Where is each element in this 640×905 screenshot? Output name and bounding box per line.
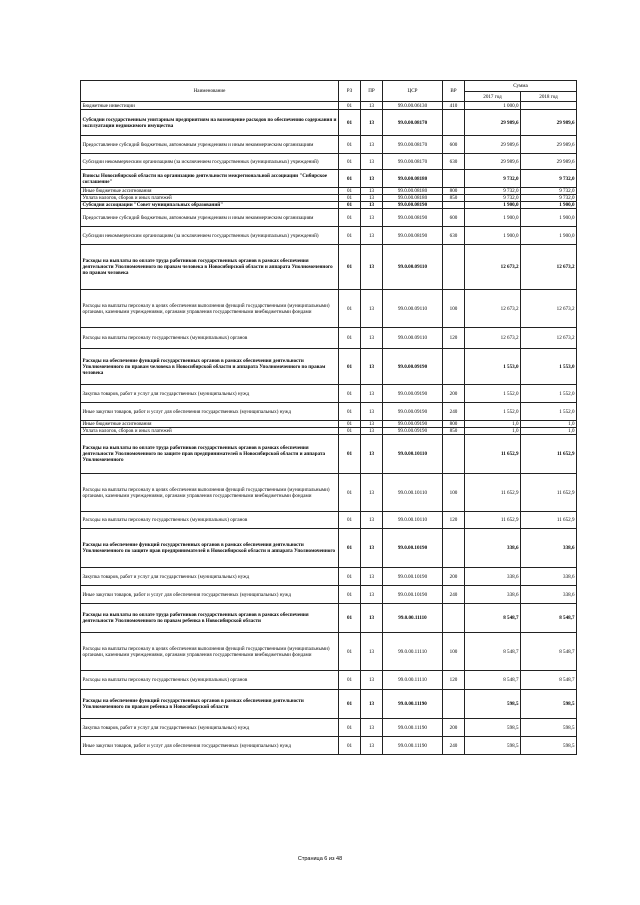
cell-sum-2017: 598,5 [465, 737, 521, 755]
cell-sum-2017: 1 900,0 [465, 227, 521, 245]
cell-csr: 99.0.00.11110 [383, 633, 443, 671]
cell-sum-2017: 1 552,0 [465, 385, 521, 403]
cell-vr: 120 [443, 328, 465, 349]
table-row [81, 435, 577, 474]
cell-pr: 13 [361, 202, 383, 209]
cell-rz: 01 [339, 154, 361, 170]
table-row [81, 349, 577, 385]
cell-name: Расходы на обеспечение функций государственных органов в рамках обеспечения деятельности Уполномоченного по правам человека в Новосибирской области и аппарата Уполномоченного по правам человека [81, 349, 339, 385]
cell-name: Расходы на выплаты персоналу государственных (муниципальных) органов [81, 671, 339, 690]
cell-rz: 01 [339, 195, 361, 202]
cell-pr: 13 [361, 633, 383, 671]
table-row [81, 719, 577, 737]
cell-pr: 13 [361, 435, 383, 474]
cell-csr: 99.0.00.11190 [383, 690, 443, 719]
table-row [81, 170, 577, 188]
cell-pr: 13 [361, 512, 383, 529]
cell-pr: 13 [361, 421, 383, 428]
table-row [81, 568, 577, 586]
cell-sum-2017: 9 732,0 [465, 195, 521, 202]
cell-sum-2017: 1 000,0 [465, 102, 521, 110]
cell-sum-2018: 1 552,0 [521, 403, 577, 421]
table-row [81, 604, 577, 633]
cell-pr: 13 [361, 737, 383, 755]
cell-vr: 600 [443, 209, 465, 227]
cell-name: Расходы на выплаты по оплате труда работников государственных органов в рамках обеспечения деятельности Уполномоченного по защите прав предпринимателей в Новосибирской области и аппарата Уполномоченного [81, 435, 339, 474]
cell-sum-2018: 12 673,2 [521, 328, 577, 349]
cell-rz: 01 [339, 188, 361, 195]
cell-sum-2017: 1,0 [465, 421, 521, 428]
cell-csr: 99.0.00.11110 [383, 604, 443, 633]
cell-rz: 01 [339, 568, 361, 586]
cell-csr: 99.0.00.10110 [383, 435, 443, 474]
cell-sum-2018: 598,5 [521, 719, 577, 737]
table-row [81, 209, 577, 227]
cell-sum-2017: 12 673,2 [465, 245, 521, 290]
cell-csr: 99.0.00.09190 [383, 428, 443, 435]
cell-rz: 01 [339, 202, 361, 209]
cell-vr: 800 [443, 421, 465, 428]
cell-name: Расходы на выплаты персоналу государственных (муниципальных) органов [81, 512, 339, 529]
table-row [81, 188, 577, 195]
cell-pr: 13 [361, 474, 383, 512]
table-row [81, 227, 577, 245]
column-header-name: Наименование [81, 81, 339, 102]
cell-sum-2017: 338,6 [465, 586, 521, 604]
cell-sum-2017: 598,5 [465, 719, 521, 737]
cell-vr: 200 [443, 385, 465, 403]
table-row [81, 737, 577, 755]
cell-vr: 200 [443, 719, 465, 737]
cell-sum-2018: 11 652,9 [521, 435, 577, 474]
table-row [81, 202, 577, 209]
cell-pr: 13 [361, 170, 383, 188]
cell-rz: 01 [339, 328, 361, 349]
table-header-row [81, 81, 577, 92]
cell-pr: 13 [361, 586, 383, 604]
cell-csr: 99.0.00.11190 [383, 719, 443, 737]
cell-rz: 01 [339, 245, 361, 290]
cell-rz: 01 [339, 136, 361, 154]
cell-sum-2018: 1,0 [521, 421, 577, 428]
cell-pr: 13 [361, 568, 383, 586]
column-header-vr: ВР [443, 81, 465, 102]
cell-csr: 99.0.00.09110 [383, 328, 443, 349]
cell-name: Уплата налогов, сборов и иных платежей [81, 428, 339, 435]
cell-name: Субсидии некоммерческим организациям (за исключением государственных (муниципальных) учреждений) [81, 154, 339, 170]
cell-sum-2018: 1 552,0 [521, 385, 577, 403]
cell-sum-2018: 8 548,7 [521, 604, 577, 633]
cell-csr: 99.0.00.08190 [383, 227, 443, 245]
table-row [81, 245, 577, 290]
cell-vr: 120 [443, 512, 465, 529]
cell-rz: 01 [339, 737, 361, 755]
table-row [81, 290, 577, 328]
cell-sum-2018: 1 553,0 [521, 349, 577, 385]
table-row [81, 512, 577, 529]
cell-sum-2018: 1 900,0 [521, 202, 577, 209]
cell-csr: 99.0.00.08180 [383, 195, 443, 202]
cell-name: Расходы на выплаты по оплате труда работников государственных органов в рамках обеспечения деятельности Уполномоченного по правам ребенка в Новосибирской области [81, 604, 339, 633]
cell-vr: 630 [443, 154, 465, 170]
table-row [81, 428, 577, 435]
cell-csr: 99.0.00.08190 [383, 209, 443, 227]
cell-sum-2018 [521, 102, 577, 110]
cell-rz: 01 [339, 110, 361, 136]
cell-rz: 01 [339, 290, 361, 328]
table-row [81, 385, 577, 403]
cell-sum-2017: 29 989,6 [465, 136, 521, 154]
cell-vr: 100 [443, 290, 465, 328]
cell-name: Взносы Новосибирской области на организацию деятельности межрегиональной ассоциации "Сибирское соглашение" [81, 170, 339, 188]
cell-sum-2017: 338,6 [465, 529, 521, 568]
table-row [81, 195, 577, 202]
table-row [81, 633, 577, 671]
cell-sum-2018: 598,5 [521, 737, 577, 755]
cell-sum-2017: 8 548,7 [465, 671, 521, 690]
cell-vr [443, 170, 465, 188]
cell-rz: 01 [339, 671, 361, 690]
cell-name: Расходы на обеспечение функций государственных органов в рамках обеспечения деятельности Уполномоченного по защите прав предпринимателей в Новосибирской области и аппарата Уполномоченного [81, 529, 339, 568]
cell-rz: 01 [339, 690, 361, 719]
cell-vr [443, 529, 465, 568]
cell-name: Уплата налогов, сборов и иных платежей [81, 195, 339, 202]
cell-sum-2017: 11 652,9 [465, 474, 521, 512]
cell-vr: 100 [443, 633, 465, 671]
cell-pr: 13 [361, 154, 383, 170]
cell-pr: 13 [361, 403, 383, 421]
cell-sum-2017: 1,0 [465, 428, 521, 435]
cell-name: Закупка товаров, работ и услуг для государственных (муниципальных) нужд [81, 568, 339, 586]
cell-rz: 01 [339, 512, 361, 529]
cell-pr: 13 [361, 136, 383, 154]
budget-table [80, 80, 577, 755]
cell-sum-2017: 29 989,6 [465, 154, 521, 170]
cell-vr: 850 [443, 195, 465, 202]
cell-name: Расходы на выплаты персоналу государственных (муниципальных) органов [81, 328, 339, 349]
cell-rz: 01 [339, 385, 361, 403]
cell-vr [443, 202, 465, 209]
cell-sum-2018: 1,0 [521, 428, 577, 435]
cell-sum-2017: 1 900,0 [465, 202, 521, 209]
cell-pr: 13 [361, 690, 383, 719]
table-row [81, 421, 577, 428]
cell-sum-2018: 29 989,6 [521, 154, 577, 170]
cell-csr: 99.0.00.09190 [383, 403, 443, 421]
cell-sum-2018: 9 732,0 [521, 195, 577, 202]
table-row [81, 102, 577, 110]
cell-vr: 410 [443, 102, 465, 110]
document-page [80, 80, 576, 755]
cell-name: Расходы на выплаты персоналу в целях обеспечения выполнения функций государственными (муниципальными) органами, казенными учреждениями, органами управления государственными внебюджетными фондами [81, 474, 339, 512]
cell-name: Иные закупки товаров, работ и услуг для обеспечения государственных (муниципальных) нужд [81, 737, 339, 755]
cell-pr: 13 [361, 188, 383, 195]
cell-rz: 01 [339, 586, 361, 604]
cell-sum-2018: 11 652,9 [521, 512, 577, 529]
cell-pr: 13 [361, 428, 383, 435]
table-row [81, 136, 577, 154]
cell-sum-2017: 1 900,0 [465, 209, 521, 227]
cell-sum-2018: 9 732,0 [521, 170, 577, 188]
cell-pr: 13 [361, 290, 383, 328]
cell-vr: 200 [443, 568, 465, 586]
cell-csr: 99.0.00.09110 [383, 245, 443, 290]
cell-sum-2017: 29 989,6 [465, 110, 521, 136]
cell-csr: 99.0.00.08190 [383, 202, 443, 209]
cell-name: Бюджетные инвестиции [81, 102, 339, 110]
table-row [81, 586, 577, 604]
cell-sum-2017: 11 652,9 [465, 512, 521, 529]
cell-csr: 99.0.00.10190 [383, 586, 443, 604]
cell-sum-2018: 8 548,7 [521, 633, 577, 671]
cell-sum-2017: 12 673,2 [465, 328, 521, 349]
cell-name: Иные закупки товаров, работ и услуг для обеспечения государственных (муниципальных) нужд [81, 586, 339, 604]
cell-name: Закупка товаров, работ и услуг для государственных (муниципальных) нужд [81, 719, 339, 737]
cell-pr: 13 [361, 209, 383, 227]
cell-vr [443, 245, 465, 290]
table-row [81, 403, 577, 421]
cell-csr: 99.0.00.09190 [383, 349, 443, 385]
table-row [81, 529, 577, 568]
table-row [81, 110, 577, 136]
cell-name: Закупка товаров, работ и услуг для государственных (муниципальных) нужд [81, 385, 339, 403]
cell-name: Субсидия ассоциации "Совет муниципальных образований" [81, 202, 339, 209]
column-header-rz: РЗ [339, 81, 361, 102]
cell-vr: 800 [443, 188, 465, 195]
cell-sum-2018: 598,5 [521, 690, 577, 719]
cell-rz: 01 [339, 349, 361, 385]
column-header-csr: ЦСР [383, 81, 443, 102]
cell-sum-2017: 338,6 [465, 568, 521, 586]
cell-pr: 13 [361, 195, 383, 202]
cell-rz: 01 [339, 428, 361, 435]
cell-name: Расходы на выплаты по оплате труда работников государственных органов в рамках обеспечения деятельности Уполномоченного по правам человека в Новосибирской области и аппарата Уполномоченного по правам человека [81, 245, 339, 290]
cell-csr: 99.0.00.06130 [383, 102, 443, 110]
cell-sum-2018: 12 673,2 [521, 290, 577, 328]
cell-sum-2018: 1 900,0 [521, 209, 577, 227]
column-header-2017: 2017 год [465, 92, 521, 102]
cell-pr: 13 [361, 110, 383, 136]
cell-rz: 01 [339, 529, 361, 568]
cell-csr: 99.0.00.10110 [383, 512, 443, 529]
column-header-2018: 2018 год [521, 92, 577, 102]
cell-sum-2017: 9 732,0 [465, 188, 521, 195]
cell-sum-2017: 8 548,7 [465, 604, 521, 633]
cell-csr: 99.0.00.09190 [383, 421, 443, 428]
cell-csr: 99.0.00.10190 [383, 529, 443, 568]
cell-csr: 99.0.00.08170 [383, 154, 443, 170]
cell-sum-2017: 8 548,7 [465, 633, 521, 671]
table-body [81, 102, 577, 755]
cell-csr: 99.0.00.08180 [383, 170, 443, 188]
cell-vr [443, 435, 465, 474]
cell-pr: 13 [361, 529, 383, 568]
table-row [81, 690, 577, 719]
cell-csr: 99.0.00.11110 [383, 671, 443, 690]
cell-name: Иные закупки товаров, работ и услуг для обеспечения государственных (муниципальных) нужд [81, 403, 339, 421]
cell-vr [443, 349, 465, 385]
cell-sum-2018: 29 989,6 [521, 136, 577, 154]
cell-sum-2018: 9 732,0 [521, 188, 577, 195]
cell-vr: 630 [443, 227, 465, 245]
cell-sum-2017: 12 673,2 [465, 290, 521, 328]
cell-rz: 01 [339, 633, 361, 671]
cell-rz: 01 [339, 102, 361, 110]
cell-csr: 99.0.00.08170 [383, 136, 443, 154]
cell-rz: 01 [339, 435, 361, 474]
cell-vr: 240 [443, 403, 465, 421]
cell-sum-2018: 29 989,6 [521, 110, 577, 136]
cell-pr: 13 [361, 102, 383, 110]
cell-csr: 99.0.00.09110 [383, 290, 443, 328]
table-row [81, 474, 577, 512]
cell-vr: 600 [443, 136, 465, 154]
cell-name: Расходы на выплаты персоналу в целях обеспечения выполнения функций государственными (муниципальными) органами, казенными учреждениями, органами управления государственными внебюджетными фондами [81, 633, 339, 671]
cell-vr: 240 [443, 737, 465, 755]
cell-vr [443, 110, 465, 136]
cell-name: Предоставление субсидий бюджетным, автономным учреждениям и иным некоммерческим организациям [81, 209, 339, 227]
cell-rz: 01 [339, 227, 361, 245]
cell-vr [443, 604, 465, 633]
cell-sum-2018: 338,6 [521, 586, 577, 604]
cell-vr: 120 [443, 671, 465, 690]
cell-rz: 01 [339, 604, 361, 633]
cell-csr: 99.0.00.08170 [383, 110, 443, 136]
cell-csr: 99.0.00.08180 [383, 188, 443, 195]
cell-pr: 13 [361, 227, 383, 245]
table-row [81, 328, 577, 349]
cell-rz: 01 [339, 421, 361, 428]
cell-sum-2018: 338,6 [521, 568, 577, 586]
cell-rz: 01 [339, 403, 361, 421]
cell-vr: 100 [443, 474, 465, 512]
cell-pr: 13 [361, 385, 383, 403]
table-row [81, 671, 577, 690]
cell-vr: 240 [443, 586, 465, 604]
cell-pr: 13 [361, 349, 383, 385]
cell-csr: 99.0.00.10110 [383, 474, 443, 512]
cell-name: Субсидии государственным унитарным предприятиям на возмещение расходов по обеспечению содержания и эксплуатации недвижимого имущества [81, 110, 339, 136]
cell-sum-2018: 11 652,9 [521, 474, 577, 512]
table-row [81, 154, 577, 170]
cell-name: Субсидии некоммерческим организациям (за исключением государственных (муниципальных) учреждений) [81, 227, 339, 245]
cell-pr: 13 [361, 328, 383, 349]
cell-sum-2018: 12 673,2 [521, 245, 577, 290]
cell-csr: 99.0.00.09190 [383, 385, 443, 403]
cell-vr [443, 690, 465, 719]
page-number: Страница 6 из 48 [297, 856, 343, 862]
cell-pr: 13 [361, 245, 383, 290]
cell-rz: 01 [339, 170, 361, 188]
cell-name: Иные бюджетные ассигнования [81, 421, 339, 428]
cell-pr: 13 [361, 719, 383, 737]
cell-name: Предоставление субсидий бюджетным, автономным учреждениям и иным некоммерческим организациям [81, 136, 339, 154]
cell-sum-2018: 1 900,0 [521, 227, 577, 245]
cell-sum-2017: 1 553,0 [465, 349, 521, 385]
cell-vr: 850 [443, 428, 465, 435]
cell-name: Расходы на выплаты персоналу в целях обеспечения выполнения функций государственными (муниципальными) органами, казенными учреждениями, органами управления государственными внебюджетными фондами [81, 290, 339, 328]
cell-pr: 13 [361, 671, 383, 690]
cell-csr: 99.0.00.11190 [383, 737, 443, 755]
cell-rz: 01 [339, 474, 361, 512]
cell-sum-2017: 9 732,0 [465, 170, 521, 188]
cell-csr: 99.0.00.10190 [383, 568, 443, 586]
cell-sum-2017: 598,5 [465, 690, 521, 719]
cell-pr: 13 [361, 604, 383, 633]
cell-name: Иные бюджетные ассигнования [81, 188, 339, 195]
cell-sum-2017: 11 652,9 [465, 435, 521, 474]
column-header-pr: ПР [361, 81, 383, 102]
cell-rz: 01 [339, 719, 361, 737]
cell-sum-2017: 1 552,0 [465, 403, 521, 421]
column-header-sum: Сумма [465, 81, 577, 92]
cell-rz: 01 [339, 209, 361, 227]
cell-sum-2018: 8 548,7 [521, 671, 577, 690]
cell-name: Расходы на обеспечение функций государственных органов в рамках обеспечения деятельности Уполномоченного по правам ребенка в Новосибирской области [81, 690, 339, 719]
cell-sum-2018: 338,6 [521, 529, 577, 568]
